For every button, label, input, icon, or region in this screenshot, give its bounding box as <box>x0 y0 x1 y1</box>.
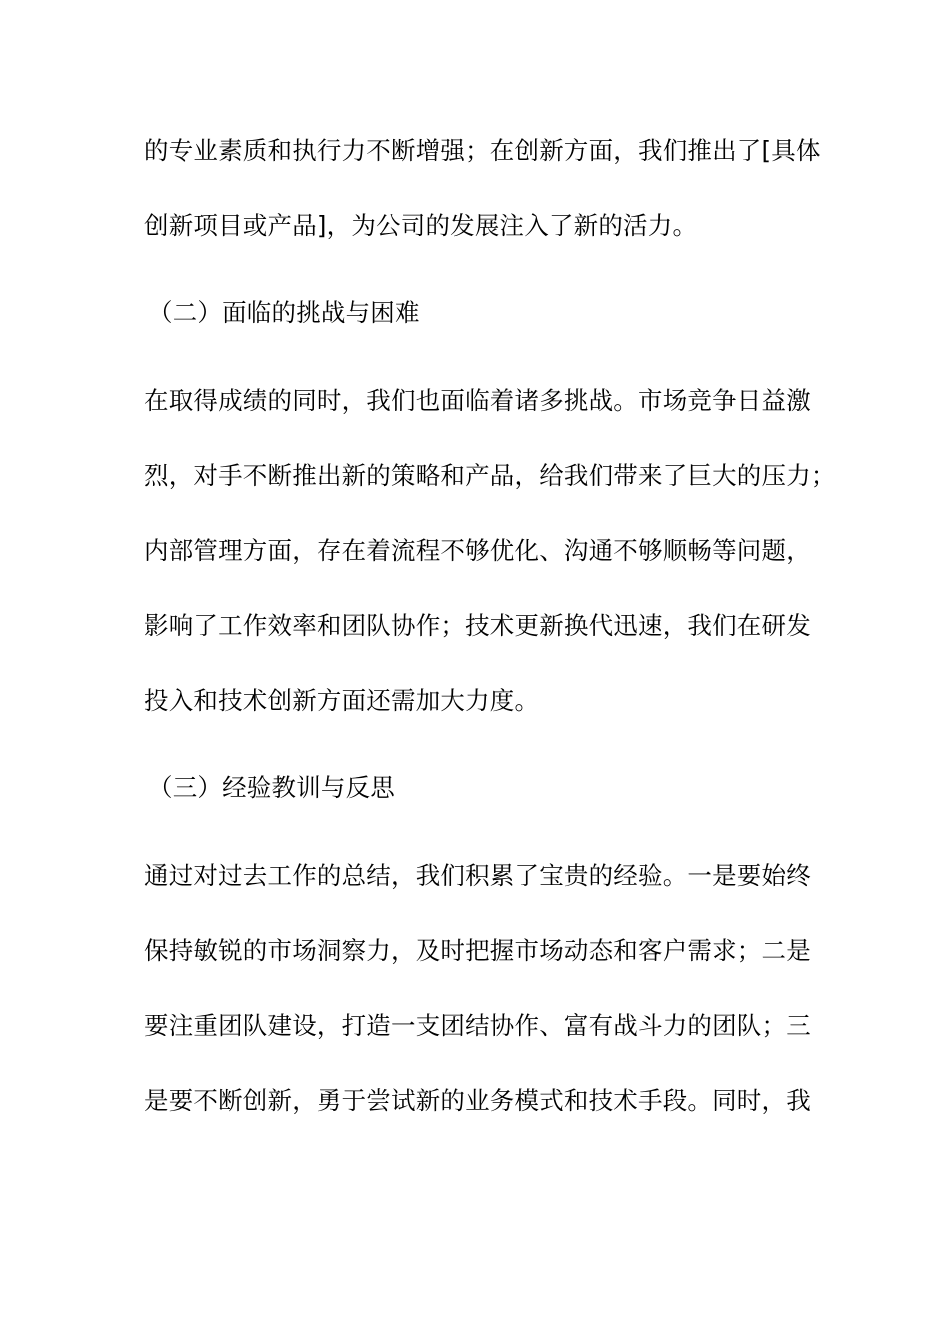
paragraph-line: 影响了工作效率和团队协作；技术更新换代迅速，我们在研发 <box>144 611 811 640</box>
paragraph-line: 内部管理方面，存在着流程不够优化、沟通不够顺畅等问题， <box>144 536 811 565</box>
paragraph-line: 通过对过去工作的总结，我们积累了宝贵的经验。一是要始终 <box>144 861 811 890</box>
paragraph-line: 是要不断创新，勇于尝试新的业务模式和技术手段。同时，我 <box>144 1086 811 1115</box>
section-heading: （二）面临的挑战与困难 <box>148 298 420 327</box>
paragraph-line: 创新项目或产品]，为公司的发展注入了新的活力。 <box>144 211 698 240</box>
paragraph-line: 投入和技术创新方面还需加大力度。 <box>144 686 540 715</box>
paragraph-line: 烈，对手不断推出新的策略和产品，给我们带来了巨大的压力； <box>144 461 836 490</box>
paragraph-line: 在取得成绩的同时，我们也面临着诸多挑战。市场竞争日益激 <box>144 386 811 415</box>
section-heading: （三）经验教训与反思 <box>148 773 395 802</box>
paragraph-line: 保持敏锐的市场洞察力，及时把握市场动态和客户需求；二是 <box>144 936 811 965</box>
paragraph-line: 的专业素质和执行力不断增强；在创新方面，我们推出了[具体 <box>144 136 821 165</box>
paragraph-line: 要注重团队建设，打造一支团结协作、富有战斗力的团队；三 <box>144 1011 811 1040</box>
